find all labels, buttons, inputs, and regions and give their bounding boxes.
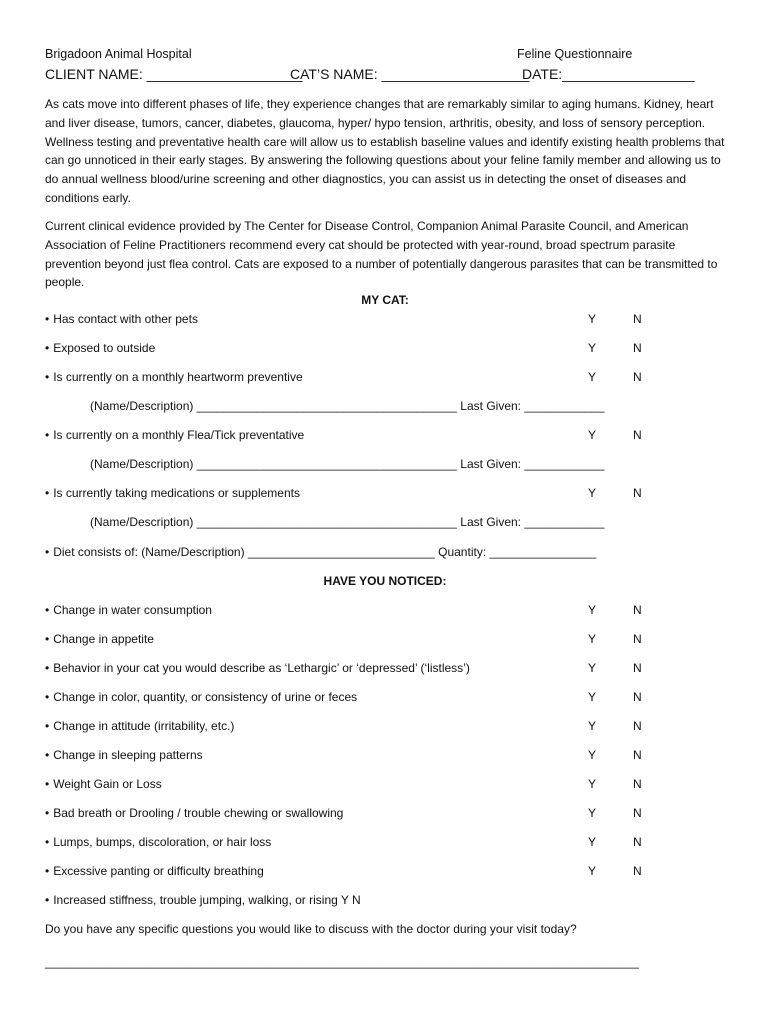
yes-option[interactable]: Y xyxy=(588,661,597,675)
no-option[interactable]: N xyxy=(633,370,642,384)
question-text: Is currently on a monthly Flea/Tick preventative xyxy=(53,428,305,442)
noticed-row xyxy=(45,632,154,646)
yes-option[interactable]: Y xyxy=(588,690,597,704)
question-text: Has contact with other pets xyxy=(53,312,198,326)
no-option[interactable]: N xyxy=(633,719,642,733)
bullet: • xyxy=(45,777,50,791)
noticed-row xyxy=(45,719,234,733)
no-option[interactable]: N xyxy=(633,428,642,442)
question-text: Is currently taking medications or supplements xyxy=(53,486,300,500)
intro-paragraph-2 xyxy=(45,217,725,292)
noticed-row xyxy=(45,893,361,907)
no-option[interactable]: N xyxy=(633,661,642,675)
question-row xyxy=(45,486,300,500)
bullet: • xyxy=(45,428,50,442)
no-option[interactable]: N xyxy=(633,312,642,326)
noticed-heading: HAVE YOU NOTICED: xyxy=(323,574,447,588)
noticed-text: Weight Gain or Loss xyxy=(53,777,162,791)
bullet: • xyxy=(45,661,50,675)
yes-option[interactable]: Y xyxy=(588,632,597,646)
question-row xyxy=(45,370,303,384)
no-option[interactable]: N xyxy=(633,690,642,704)
diet-field[interactable] xyxy=(45,545,596,559)
intro-text-1: As cats move into different phases of life, they experience changes that are remarkably similar to aging humans. Kidney, heart and liver disease, tumors, cancer, diabetes, glaucoma, hyper/ hypo tension, arthritis, obesity, and loss of sensory perception. Wellness testing and preventative health care will allow us to establish baseline values and identify existing health problems that can go unnoticed in their early stages. By answering the following questions about your feline family member and allowing us to do annual wellness blood/urine screening and other diagnostics, you can assist us in detecting the onset of diseases and conditions early. xyxy=(45,97,725,205)
noticed-row xyxy=(45,777,162,791)
yes-option[interactable]: Y xyxy=(588,719,597,733)
hospital-name: Brigadoon Animal Hospital xyxy=(45,47,192,61)
question-row xyxy=(45,341,155,355)
noticed-text: Lumps, bumps, discoloration, or hair loss xyxy=(53,835,272,849)
no-option[interactable]: N xyxy=(633,864,642,878)
noticed-text: Excessive panting or difficulty breathing xyxy=(53,864,264,878)
noticed-text: Increased stiffness, trouble jumping, walking, or rising Y N xyxy=(53,893,361,907)
diet-text: Diet consists of: (Name/Description) ____________________________ Quantity: ________________ xyxy=(53,545,597,559)
question-text: Exposed to outside xyxy=(53,341,156,355)
no-option[interactable]: N xyxy=(633,632,642,646)
yes-option[interactable]: Y xyxy=(588,603,597,617)
bullet: • xyxy=(45,864,50,878)
closing-question: Do you have any specific questions you would like to discuss with the doctor during your visit today? xyxy=(45,922,577,936)
question-row xyxy=(45,312,198,326)
yes-option[interactable]: Y xyxy=(588,370,597,384)
cat-name-field[interactable]: CAT’S NAME: ___________________ xyxy=(290,66,530,82)
yes-option[interactable]: Y xyxy=(588,341,597,355)
flea-tick-detail-field[interactable]: (Name/Description) _______________________________________ Last Given: ____________ xyxy=(90,457,605,471)
noticed-row xyxy=(45,864,264,878)
no-option[interactable]: N xyxy=(633,777,642,791)
heartworm-detail-field[interactable]: (Name/Description) _______________________________________ Last Given: ____________ xyxy=(90,399,605,413)
noticed-text: Change in color, quantity, or consistency of urine or feces xyxy=(53,690,358,704)
no-option[interactable]: N xyxy=(633,603,642,617)
bullet: • xyxy=(45,632,50,646)
bullet: • xyxy=(45,341,50,355)
noticed-row xyxy=(45,690,357,704)
date-field[interactable]: DATE:_________________ xyxy=(522,66,695,82)
no-option[interactable]: N xyxy=(633,806,642,820)
intro-text-2: Current clinical evidence provided by The Center for Disease Control, Companion Animal Parasite Council, and American Association of Feline Practitioners recommend every cat should be protected with year-round, broad spectrum parasite prevention beyond just flea control. Cats are exposed to a number of potentially dangerous parasites that can be transmitted to people. xyxy=(45,219,718,290)
medications-detail-field[interactable]: (Name/Description) _______________________________________ Last Given: ____________ xyxy=(90,515,605,529)
bullet: • xyxy=(45,545,50,559)
no-option[interactable]: N xyxy=(633,486,642,500)
noticed-text: Bad breath or Drooling / trouble chewing or swallowing xyxy=(53,806,344,820)
bullet: • xyxy=(45,690,50,704)
yes-option[interactable]: Y xyxy=(588,312,597,326)
bullet: • xyxy=(45,603,50,617)
bullet: • xyxy=(45,835,50,849)
question-text: Is currently on a monthly heartworm preventive xyxy=(53,370,303,384)
yes-option[interactable]: Y xyxy=(588,835,597,849)
bullet: • xyxy=(45,370,50,384)
answer-line[interactable]: _________________________________________________________________________________________ xyxy=(45,955,639,969)
bullet: • xyxy=(45,748,50,762)
yes-option[interactable]: Y xyxy=(588,486,597,500)
noticed-row xyxy=(45,603,212,617)
no-option[interactable]: N xyxy=(633,835,642,849)
no-option[interactable]: N xyxy=(633,341,642,355)
bullet: • xyxy=(45,719,50,733)
question-row xyxy=(45,428,304,442)
my-cat-heading: MY CAT: xyxy=(361,293,409,307)
client-name-field[interactable]: CLIENT NAME: ____________________ xyxy=(45,66,303,82)
yes-option[interactable]: Y xyxy=(588,428,597,442)
intro-paragraph-1 xyxy=(45,95,725,208)
bullet: • xyxy=(45,806,50,820)
noticed-text: Change in water consumption xyxy=(53,603,212,617)
noticed-text: Behavior in your cat you would describe as ‘Lethargic’ or ‘depressed’ (‘listless’) xyxy=(53,661,470,675)
noticed-row xyxy=(45,835,271,849)
no-option[interactable]: N xyxy=(633,748,642,762)
noticed-row xyxy=(45,806,343,820)
noticed-text: Change in sleeping patterns xyxy=(53,748,203,762)
form-title: Feline Questionnaire xyxy=(517,47,633,61)
noticed-row xyxy=(45,748,203,762)
noticed-text: Change in appetite xyxy=(53,632,154,646)
yes-option[interactable]: Y xyxy=(588,864,597,878)
yes-option[interactable]: Y xyxy=(588,777,597,791)
yes-option[interactable]: Y xyxy=(588,748,597,762)
yes-option[interactable]: Y xyxy=(588,806,597,820)
bullet: • xyxy=(45,312,50,326)
noticed-text: Change in attitude (irritability, etc.) xyxy=(53,719,235,733)
bullet: • xyxy=(45,893,50,907)
noticed-row xyxy=(45,661,470,675)
bullet: • xyxy=(45,486,50,500)
